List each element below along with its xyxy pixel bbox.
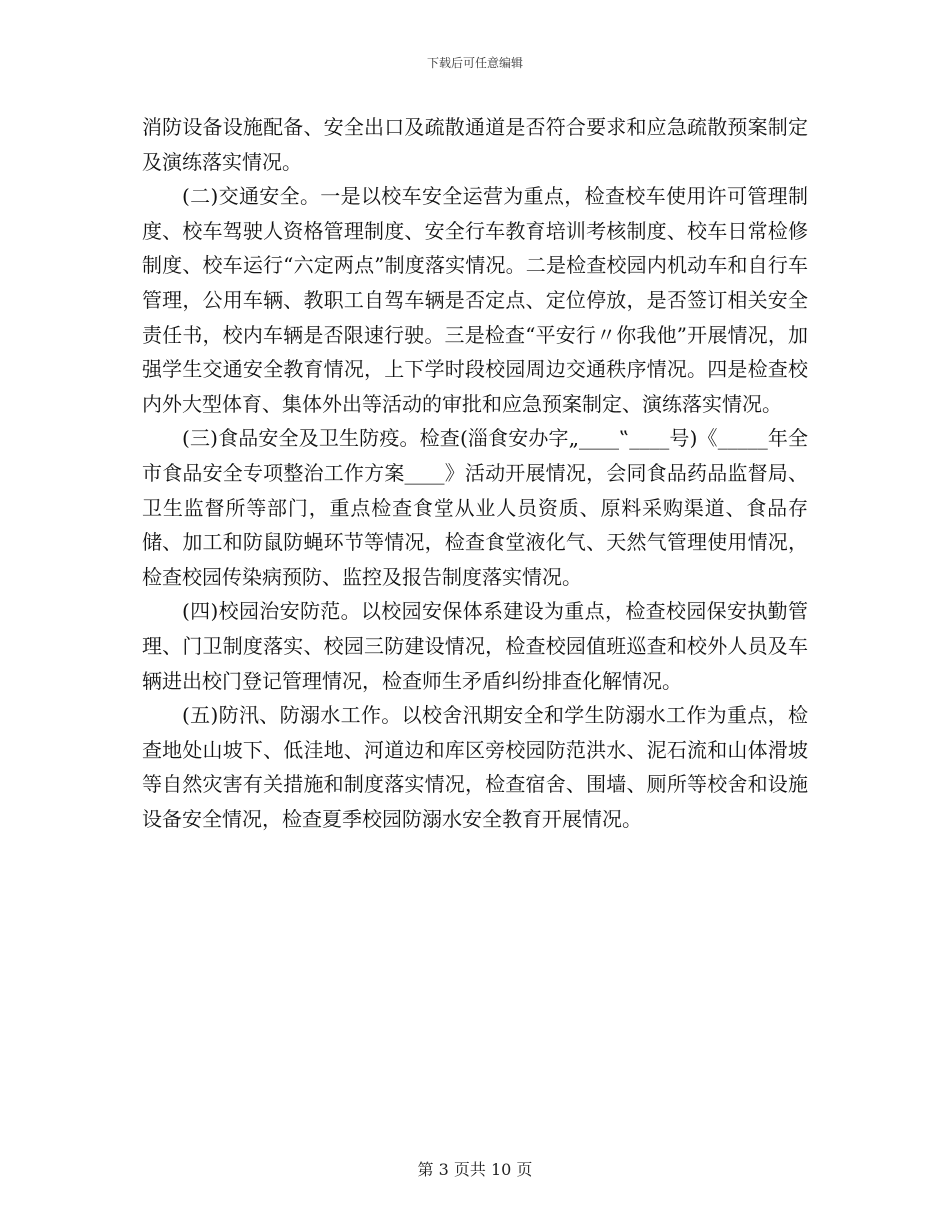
paragraph-traffic-safety: (二)交通安全。一是以校车安全运营为重点，检查校车使用许可管理制度、校车驾驶人资格管理制度、安全行车教育培训考核制度、校车日常检修制度、校车运行“六定两点”制度落实情况。二是检查校园内机动车和自行车管理，公用车辆、教职工自驾车辆是否定点、定位停放，是否签订相关安全责任书，校内车辆是否限速行驶。三是检查“平安行〃你我他”开展情况，加强学生交通安全教育情况，上下学时段校园周边交通秩序情况。四是检查校内外大型体育、集体外出等活动的审批和应急预案制定、演练落实情况。 xyxy=(142,184,808,416)
document-body xyxy=(142,110,808,836)
paragraph-fire-safety-continued: 消防设备设施配备、安全出口及疏散通道是否符合要求和应急疏散预案制定及演练落实情况。 xyxy=(142,115,808,174)
page-number: 第 3 页共 10 页 xyxy=(417,1160,533,1179)
paragraph-food-safety: (三)食品安全及卫生防疫。检查(淄食安办字„____‟____号)《_____年全市食品安全专项整治工作方案____》活动开展情况，会同食品药品监督局、卫生监督所等部门，重点检查食堂从业人员资质、原料采购渠道、食品存储、加工和防鼠防蝇环节等情况，检查食堂液化气、天然气管理使用情况，检查校园传染病预防、监控及报告制度落实情况。 xyxy=(142,426,808,589)
paragraph-flood-prevention: (五)防汛、防溺水工作。以校舍汛期安全和学生防溺水工作为重点，检查地处山坡下、低洼地、河道边和库区旁校园防范洪水、泥石流和山体滑坡等自然灾害有关措施和制度落实情况，检查宿舍、围墙、厕所等校舍和设施设备安全情况，检查夏季校园防溺水安全教育开展情况。 xyxy=(142,703,808,831)
paragraph-campus-security: (四)校园治安防范。以校园安保体系建设为重点，检查校园保安执勤管理、门卫制度落实、校园三防建设情况，检查校园值班巡查和校外人员及车辆进出校门登记管理情况，检查师生矛盾纠纷排查化解情况。 xyxy=(142,599,808,693)
page-header: 下载后可任意编辑 xyxy=(426,56,523,70)
